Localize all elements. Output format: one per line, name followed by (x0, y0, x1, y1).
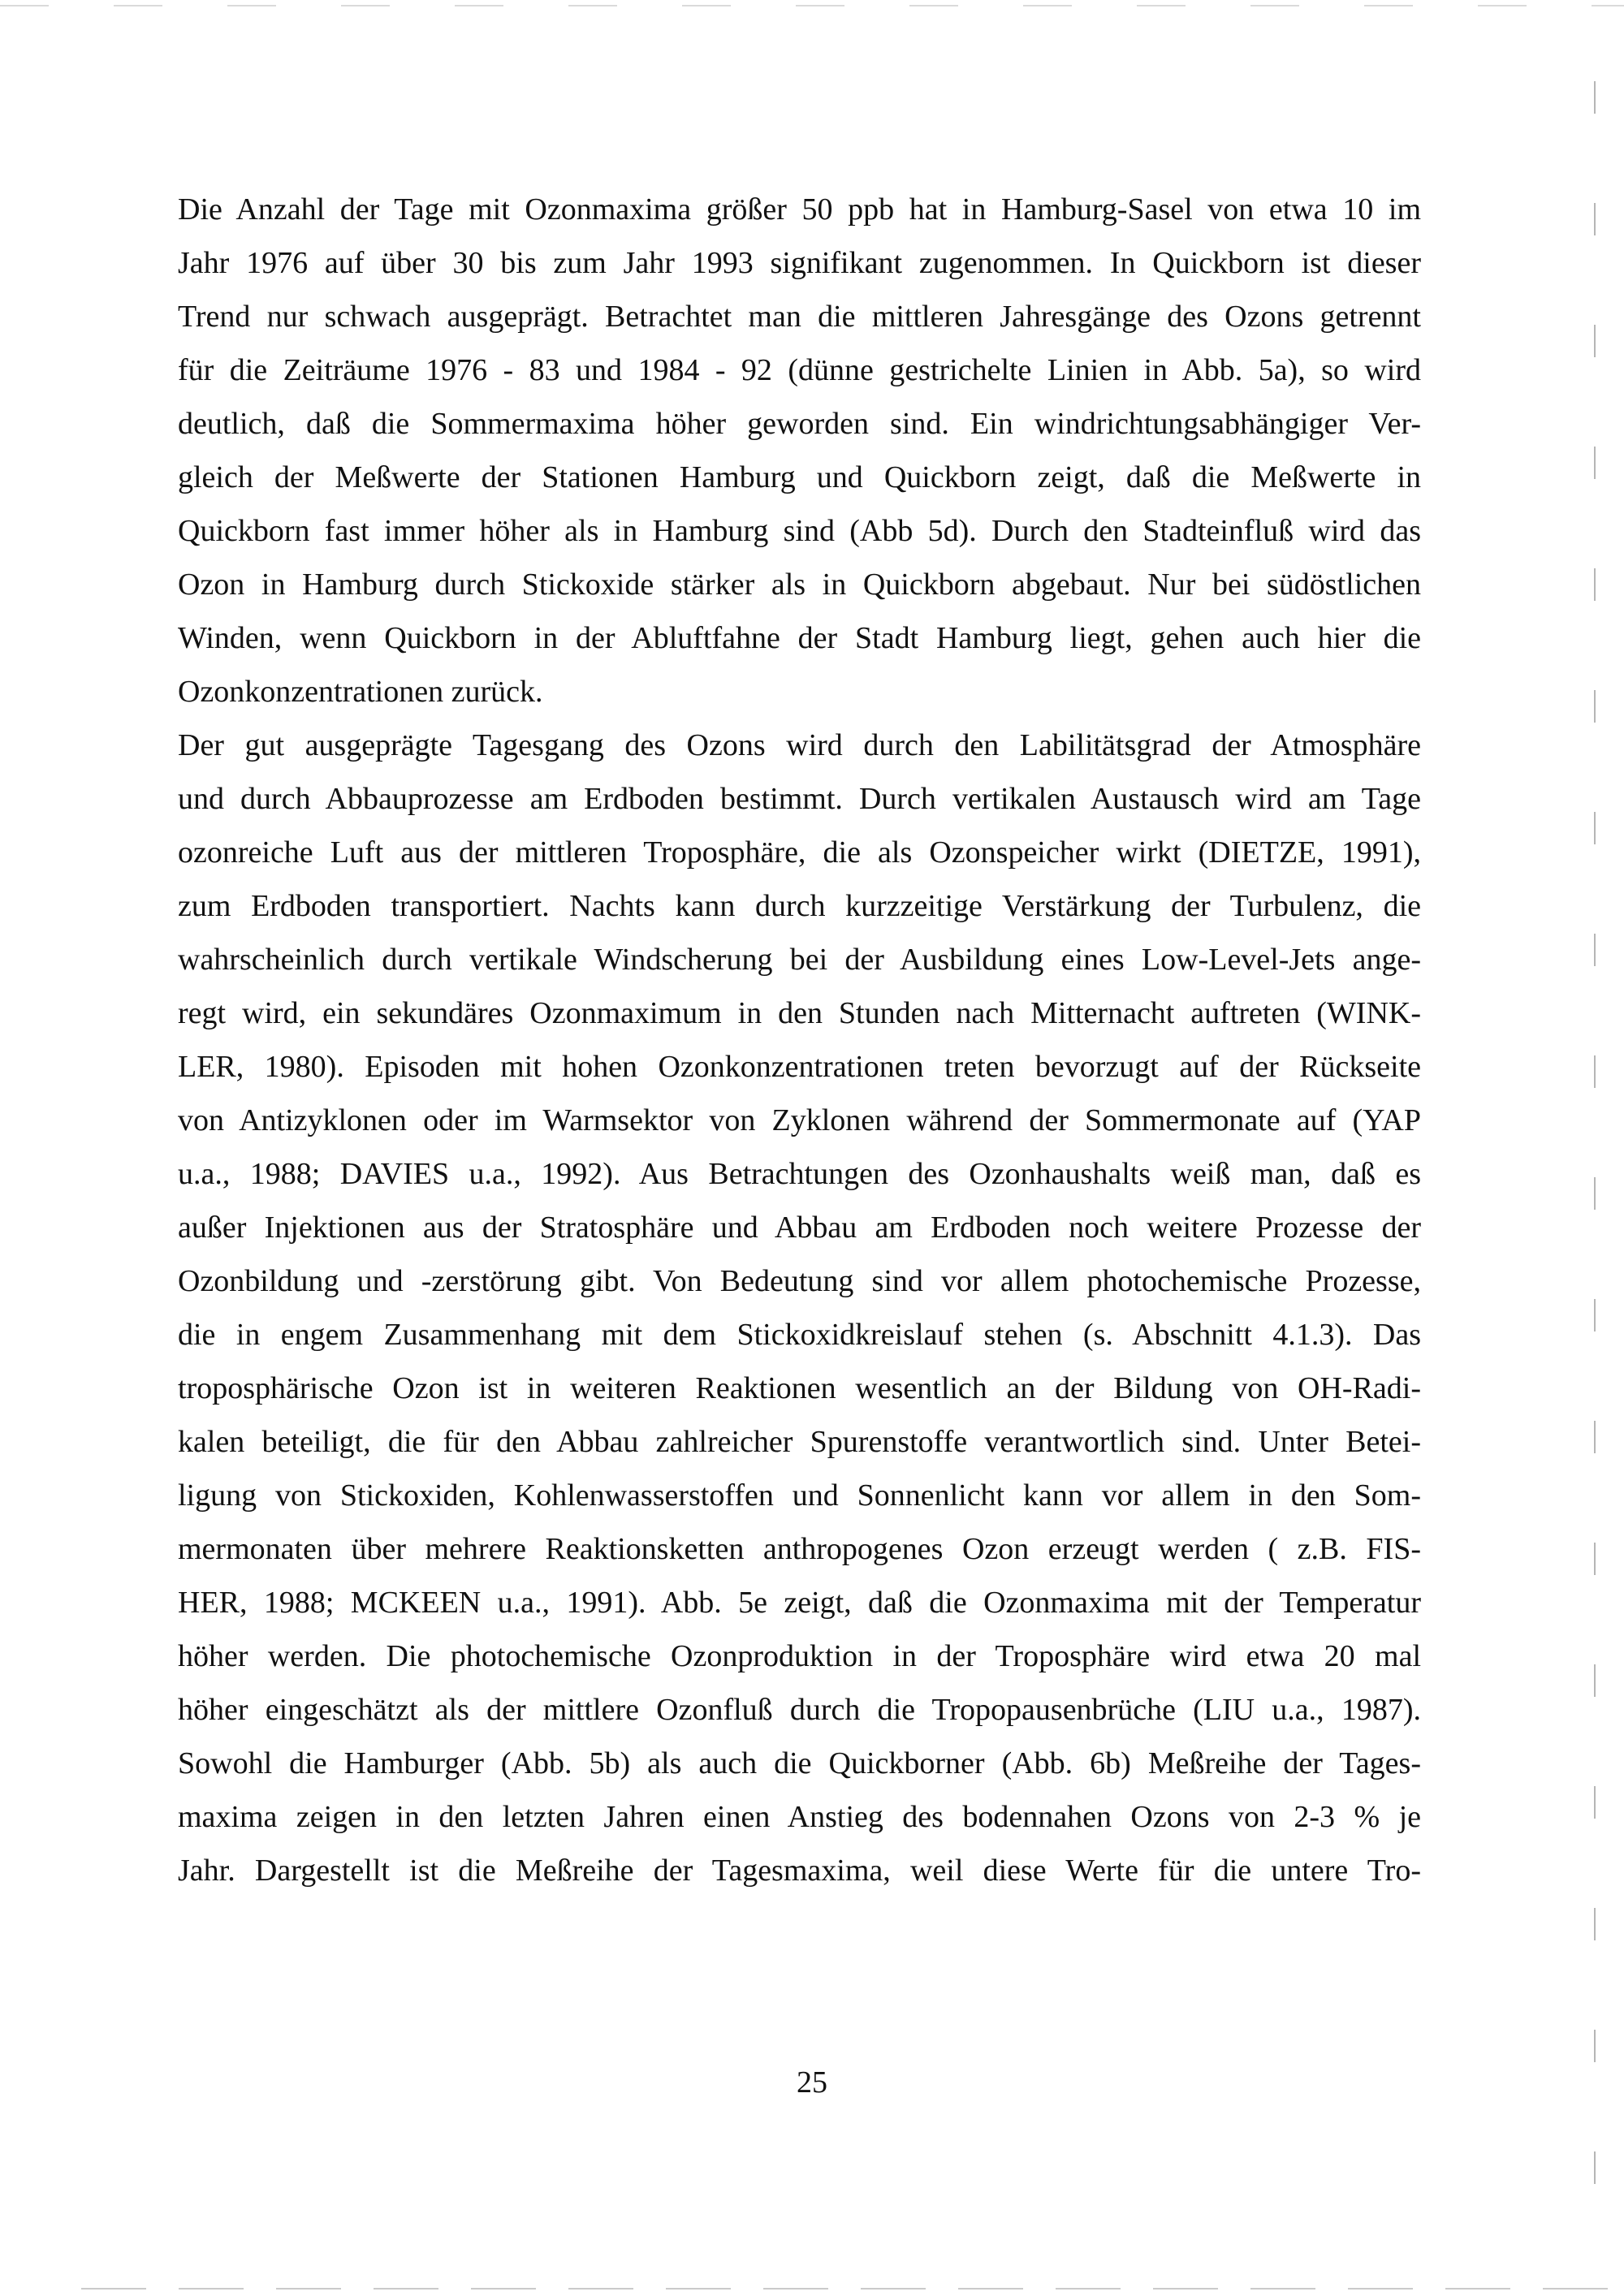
text-line: Die Anzahl der Tage mit Ozonmaxima größer 50 ppb hat in Hamburg-Sasel von etwa 10 im (178, 192, 1421, 227)
text-line: Winden, wenn Quickborn in der Abluftfahne der Stadt Hamburg liegt, gehen auch hier die (178, 621, 1421, 655)
scan-artifact-top (0, 5, 1624, 6)
text-line: höher werden. Die photochemische Ozonproduktion in der Troposphäre wird etwa 20 mal (178, 1639, 1421, 1673)
text-line: wahrscheinlich durch vertikale Windscherung bei der Ausbildung eines Low-Level-Jets ange- (178, 943, 1421, 977)
scan-artifact-bottom (81, 2288, 1624, 2290)
text-line: maxima zeigen in den letzten Jahren einen Anstieg des bodennahen Ozons von 2-3 % je (178, 1800, 1421, 1834)
text-line: troposphärische Ozon ist in weiteren Reaktionen wesentlich an der Bildung von OH-Radi- (178, 1371, 1421, 1405)
text-line: LER, 1980). Episoden mit hohen Ozonkonzentrationen treten bevorzugt auf der Rückseite (178, 1050, 1421, 1084)
text-line: für die Zeiträume 1976 - 83 und 1984 - 92 (dünne gestrichelte Linien in Abb. 5a), so wird (178, 353, 1421, 387)
text-line: außer Injektionen aus der Stratosphäre und Abbau am Erdboden noch weitere Prozesse der (178, 1211, 1421, 1245)
text-line: die in engem Zusammenhang mit dem Stickoxidkreislauf stehen (s. Abschnitt 4.1.3). Das (178, 1318, 1421, 1352)
text-line: Sowohl die Hamburger (Abb. 5b) als auch die Quickborner (Abb. 6b) Meßreihe der Tages- (178, 1746, 1421, 1780)
text-line: Ozonkonzentrationen zurück. (178, 675, 543, 709)
text-line: ozonreiche Luft aus der mittleren Troposphäre, die als Ozonspeicher wirkt (DIETZE, 1991), (178, 835, 1421, 870)
text-line: höher eingeschätzt als der mittlere Ozonfluß durch die Tropopausenbrüche (LIU u.a., 1987). (178, 1693, 1421, 1727)
text-line: HER, 1988; MCKEEN u.a., 1991). Abb. 5e zeigt, daß die Ozonmaxima mit der Temperatur (178, 1586, 1421, 1620)
page-number: 25 (797, 2065, 827, 2100)
text-line: Der gut ausgeprägte Tagesgang des Ozons wird durch den Labilitätsgrad der Atmosphäre (178, 728, 1421, 762)
text-line: gleich der Meßwerte der Stationen Hamburg und Quickborn zeigt, daß die Meßwerte in (178, 460, 1421, 494)
text-line: Jahr 1976 auf über 30 bis zum Jahr 1993 signifikant zugenommen. In Quickborn ist dieser (178, 246, 1421, 280)
scan-artifact-right (1594, 81, 1596, 2273)
text-line: Trend nur schwach ausgeprägt. Betrachtet man die mittleren Jahresgänge des Ozons getrennt (178, 300, 1421, 334)
text-line: u.a., 1988; DAVIES u.a., 1992). Aus Betrachtungen des Ozonhaushalts weiß man, daß es (178, 1157, 1421, 1191)
text-line: von Antizyklonen oder im Warmsektor von Zyklonen während der Sommermonate auf (YAP (178, 1103, 1421, 1137)
text-line: kalen beteiligt, die für den Abbau zahlreicher Spurenstoffe verantwortlich sind. Unter Betei- (178, 1425, 1421, 1459)
text-line: und durch Abbauprozesse am Erdboden bestimmt. Durch vertikalen Austausch wird am Tage (178, 782, 1421, 816)
text-line: deutlich, daß die Sommermaxima höher geworden sind. Ein windrichtungsabhängiger Ver- (178, 407, 1421, 441)
text-line: Ozonbildung und -zerstörung gibt. Von Bedeutung sind vor allem photochemische Prozesse, (178, 1264, 1421, 1298)
text-line: ligung von Stickoxiden, Kohlenwasserstoffen und Sonnenlicht kann vor allem in den Som- (178, 1478, 1421, 1513)
text-line: regt wird, ein sekundäres Ozonmaximum in den Stunden nach Mitternacht auftreten (WINK- (178, 996, 1421, 1030)
text-line: mermonaten über mehrere Reaktionsketten anthropogenes Ozon erzeugt werden ( z.B. FIS- (178, 1532, 1421, 1566)
text-line: Ozon in Hamburg durch Stickoxide stärker als in Quickborn abgebaut. Nur bei südöstlichen (178, 568, 1421, 602)
text-line: Jahr. Dargestellt ist die Meßreihe der Tagesmaxima, weil diese Werte für die untere Tro- (178, 1854, 1421, 1888)
text-line: zum Erdboden transportiert. Nachts kann durch kurzzeitige Verstärkung der Turbulenz, die (178, 889, 1421, 923)
text-line: Quickborn fast immer höher als in Hamburg sind (Abb 5d). Durch den Stadteinfluß wird das (178, 514, 1421, 548)
